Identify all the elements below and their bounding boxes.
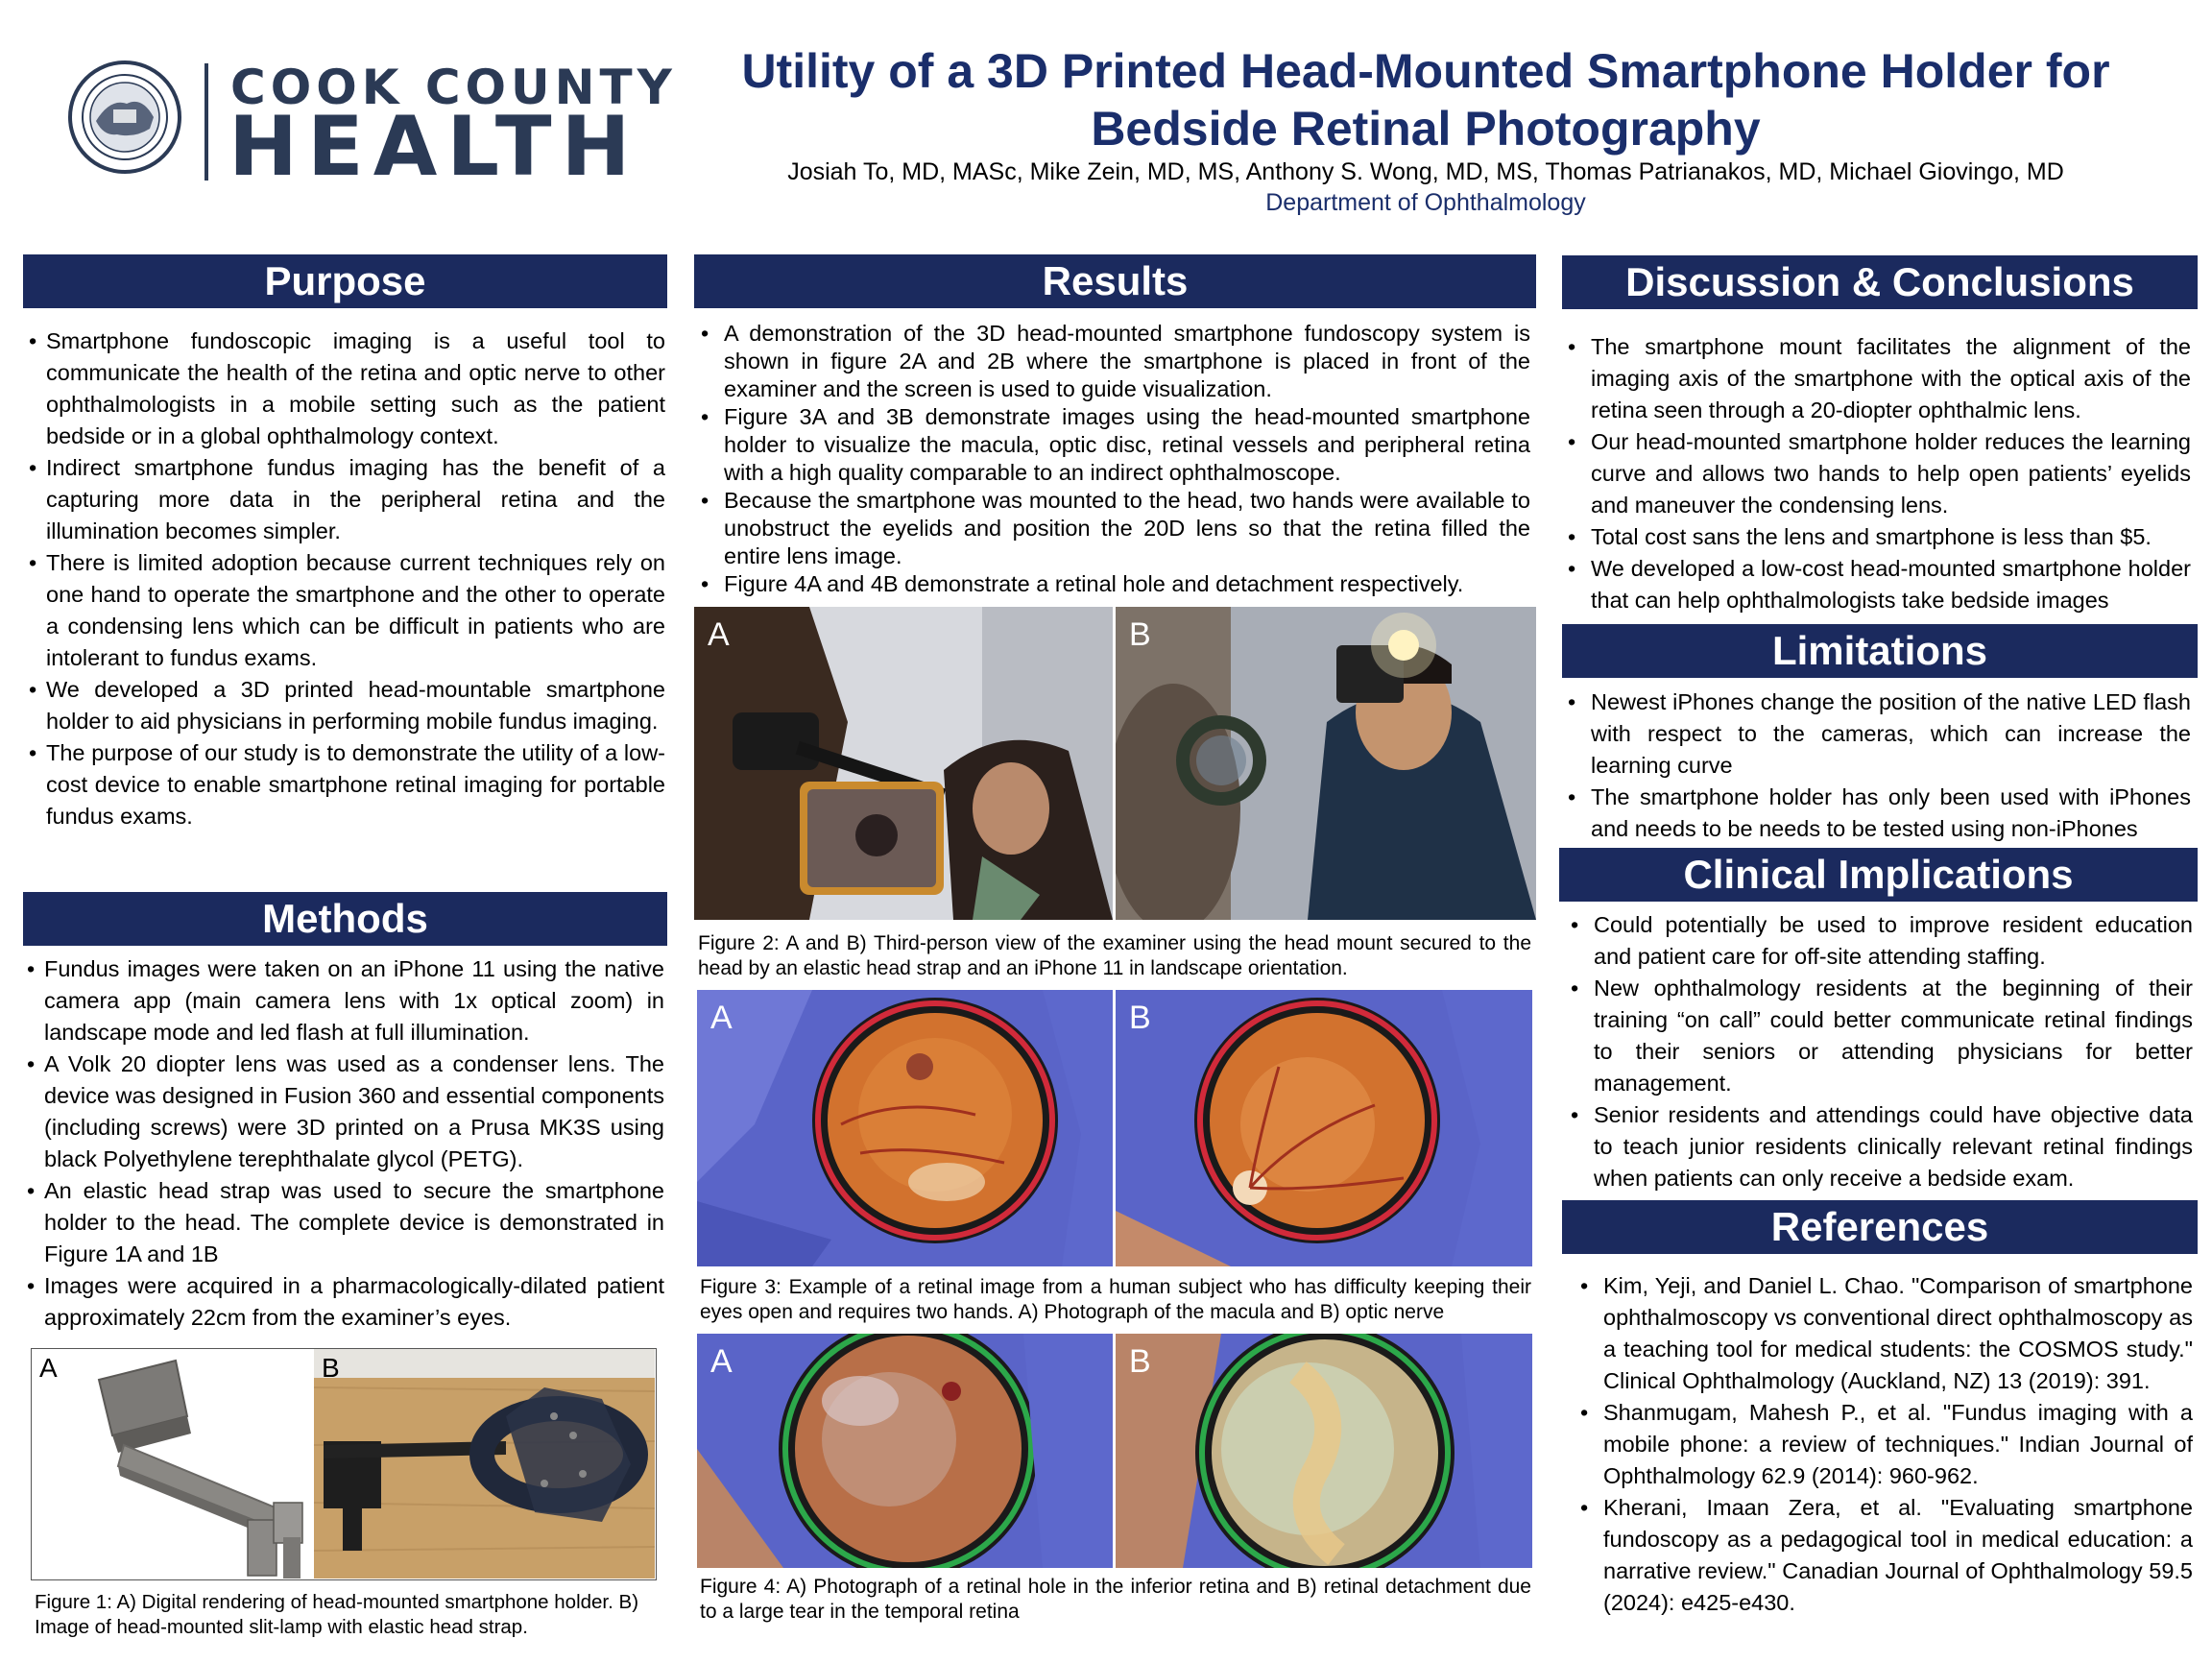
holder-render-image xyxy=(32,1349,310,1579)
figure-4a-label: A xyxy=(710,1343,733,1380)
county-seal-icon xyxy=(67,60,182,175)
list-item: • There is limited adoption because current techniques rely on one hand to operate the smartphone and the other to operate a condensing lens which can be difficult in patients who are intolerant to fundus exams. xyxy=(29,547,665,674)
clinical-implications-heading: Clinical Implications xyxy=(1559,848,2198,902)
figure-1-caption: Figure 1: A) Digital rendering of head-mounted smartphone holder. B) Image of head-mounted slit-lamp with elastic head strap. xyxy=(35,1591,639,1638)
logo-text-line2: HEALTH xyxy=(228,99,640,195)
discussion-list xyxy=(1560,331,2191,616)
list-item: • Because the smartphone was mounted to the head, two hands were available to unobstruct the eyelids and position the 20D lens so that the retina filled the entire lens image. xyxy=(693,487,1530,570)
list-item: • The smartphone mount facilitates the alignment of the imaging axis of the smartphone with the optical axis of the retina seen through a 20-diopter ophthalmic lens. xyxy=(1560,331,2191,426)
purpose-heading: Purpose xyxy=(23,254,667,308)
figure-4a-photo xyxy=(697,1334,1113,1568)
poster-title: Utility of a 3D Printed Head-Mounted Smartphone Holder for Bedside Retinal Photography xyxy=(741,44,2110,156)
list-item: • Kherani, Imaan Zera, et al. "Evaluating smartphone fundoscopy as a pedagogical tool in medical education: a narrative review." Canadian Journal of Ophthalmology 59.5 (2024): e425-e430. xyxy=(1573,1492,2193,1619)
methods-list xyxy=(27,953,664,1334)
list-item: • Figure 4A and 4B demonstrate a retinal hole and detachment respectively. xyxy=(693,570,1530,598)
head-strap-photo-image xyxy=(314,1349,655,1579)
list-item: • We developed a low-cost head-mounted smartphone holder that can help ophthalmologists take bedside images xyxy=(1560,553,2191,616)
figure-4b-label: B xyxy=(1129,1343,1151,1380)
list-item: • Senior residents and attendings could have objective data to teach junior residents clinically relevant retinal findings when patients can only receive a bedside exam. xyxy=(1563,1099,2193,1194)
figure-2-caption: Figure 2: A and B) Third-person view of the examiner using the head mount secured to the head by an elastic head strap and an iPhone 11 in landscape orientation. xyxy=(698,932,1531,979)
limitations-heading: Limitations xyxy=(1562,624,2198,678)
figure-4b-photo xyxy=(1116,1334,1532,1568)
examiner-third-person-image-b xyxy=(1116,607,1536,920)
department: Department of Ophthalmology xyxy=(1265,189,1586,216)
list-item: • Newest iPhones change the position of the native LED flash with respect to the cameras, which can increase the learning curve xyxy=(1560,687,2191,782)
figure-3a-photo xyxy=(697,990,1113,1266)
list-item: • Figure 3A and 3B demonstrate images using the head-mounted smartphone holder to visualize the macula, optic disc, retinal vessels and peripheral retina with a high quality comparable to an indirect ophthalmoscope. xyxy=(693,403,1530,487)
figure-2b-photo xyxy=(1116,607,1536,920)
figure-3-caption: Figure 3: Example of a retinal image from a human subject who has difficulty keeping their eyes open and requires two hands. A) Photograph of the macula and B) optic nerve xyxy=(700,1276,1531,1323)
list-item: • A Volk 20 diopter lens was used as a condenser lens. The device was designed in Fusion 360 and essential components (including screws) were 3D printed on a Prusa MK3S using black Polyethylene terephthalate glycol (PETG). xyxy=(27,1048,664,1175)
references-list xyxy=(1573,1270,2193,1619)
list-item: • Images were acquired in a pharmacologically-dilated patient approximately 22cm from the examiner’s eyes. xyxy=(27,1270,664,1334)
figure-2b-label: B xyxy=(1129,616,1151,653)
list-item: • Kim, Yeji, and Daniel L. Chao. "Comparison of smartphone ophthalmoscopy vs conventional direct ophthalmoscopy as a teaching tool for medical students: the COSMOS study." Clinical Ophthalmology (Auckland, NZ) 13 (2019): 391. xyxy=(1573,1270,2193,1397)
examiner-third-person-image-a xyxy=(694,607,1113,920)
logo-divider xyxy=(204,63,208,181)
figure-3a-label: A xyxy=(710,1000,733,1036)
methods-heading: Methods xyxy=(23,892,667,946)
figure-1a-render xyxy=(32,1349,310,1579)
results-list xyxy=(693,320,1530,598)
list-item: • The purpose of our study is to demonstrate the utility of a low-cost device to enable smartphone retinal imaging for portable fundus exams. xyxy=(29,737,665,832)
list-item: • An elastic head strap was used to secure the smartphone holder to the head. The complete device is demonstrated in Figure 1A and 1B xyxy=(27,1175,664,1270)
list-item: • Total cost sans the lens and smartphone is less than $5. xyxy=(1560,521,2191,553)
figure-2a-photo xyxy=(694,607,1113,920)
retinal-hole-fundus-image xyxy=(697,1334,1113,1568)
list-item: • A demonstration of the 3D head-mounted smartphone fundoscopy system is shown in figure 2A and 2B where the smartphone is placed in front of the examiner and the screen is used to guide visualization. xyxy=(693,320,1530,403)
optic-nerve-fundus-image xyxy=(1116,990,1532,1266)
clinical-implications-list xyxy=(1563,909,2193,1194)
figure-4-caption: Figure 4: A) Photograph of a retinal hole in the inferior retina and B) retinal detachment due to a large tear in the temporal retina xyxy=(700,1576,1531,1623)
list-item: • Fundus images were taken on an iPhone 11 using the native camera app (main camera lens with 1x optical zoom) in landscape mode and led flash at full illumination. xyxy=(27,953,664,1048)
logo-text-line1: COOK COUNTY xyxy=(230,60,677,115)
figure-1a-label: A xyxy=(39,1353,58,1383)
figure-1b-photo xyxy=(314,1349,655,1579)
retinal-detachment-fundus-image xyxy=(1116,1334,1532,1568)
list-item: • The smartphone holder has only been used with iPhones and needs to be needs to be tested using non-iPhones xyxy=(1560,782,2191,845)
results-heading: Results xyxy=(694,254,1536,308)
list-item: • New ophthalmology residents at the beginning of their training “on call” could better communicate retinal findings to their seniors or attending physicians for better management. xyxy=(1563,973,2193,1099)
list-item: • Indirect smartphone fundus imaging has the benefit of a capturing more data in the peripheral retina and the illumination becomes simpler. xyxy=(29,452,665,547)
list-item: • We developed a 3D printed head-mountable smartphone holder to aid physicians in performing mobile fundus imaging. xyxy=(29,674,665,737)
list-item: • Could potentially be used to improve resident education and patient care for off-site attending staffing. xyxy=(1563,909,2193,973)
list-item: • Smartphone fundoscopic imaging is a useful tool to communicate the health of the retina and optic nerve to other ophthalmologists in a mobile setting such as the patient bedside or in a global ophthalmology context. xyxy=(29,325,665,452)
cook-county-health-logo xyxy=(67,60,677,195)
figure-2a-label: A xyxy=(708,616,730,653)
macula-fundus-image xyxy=(697,990,1113,1266)
discussion-heading: Discussion & Conclusions xyxy=(1562,255,2198,309)
figure-3b-label: B xyxy=(1129,1000,1151,1036)
figure-3b-photo xyxy=(1116,990,1532,1266)
limitations-list xyxy=(1560,687,2191,845)
author-list: Josiah To, MD, MASc, Mike Zein, MD, MS, Anthony S. Wong, MD, MS, Thomas Patrianakos, MD, Michael Giovingo, MD xyxy=(787,158,2064,185)
figure-1 xyxy=(31,1348,657,1580)
figure-1b-label: B xyxy=(322,1353,340,1383)
references-heading: References xyxy=(1562,1200,2198,1254)
list-item: • Our head-mounted smartphone holder reduces the learning curve and allows two hands to help open patients’ eyelids and maneuver the condensing lens. xyxy=(1560,426,2191,521)
list-item: • Shanmugam, Mahesh P., et al. "Fundus imaging with a mobile phone: a review of techniques." Indian Journal of Ophthalmology 62.9 (2014): 960-962. xyxy=(1573,1397,2193,1492)
purpose-list xyxy=(29,325,665,832)
